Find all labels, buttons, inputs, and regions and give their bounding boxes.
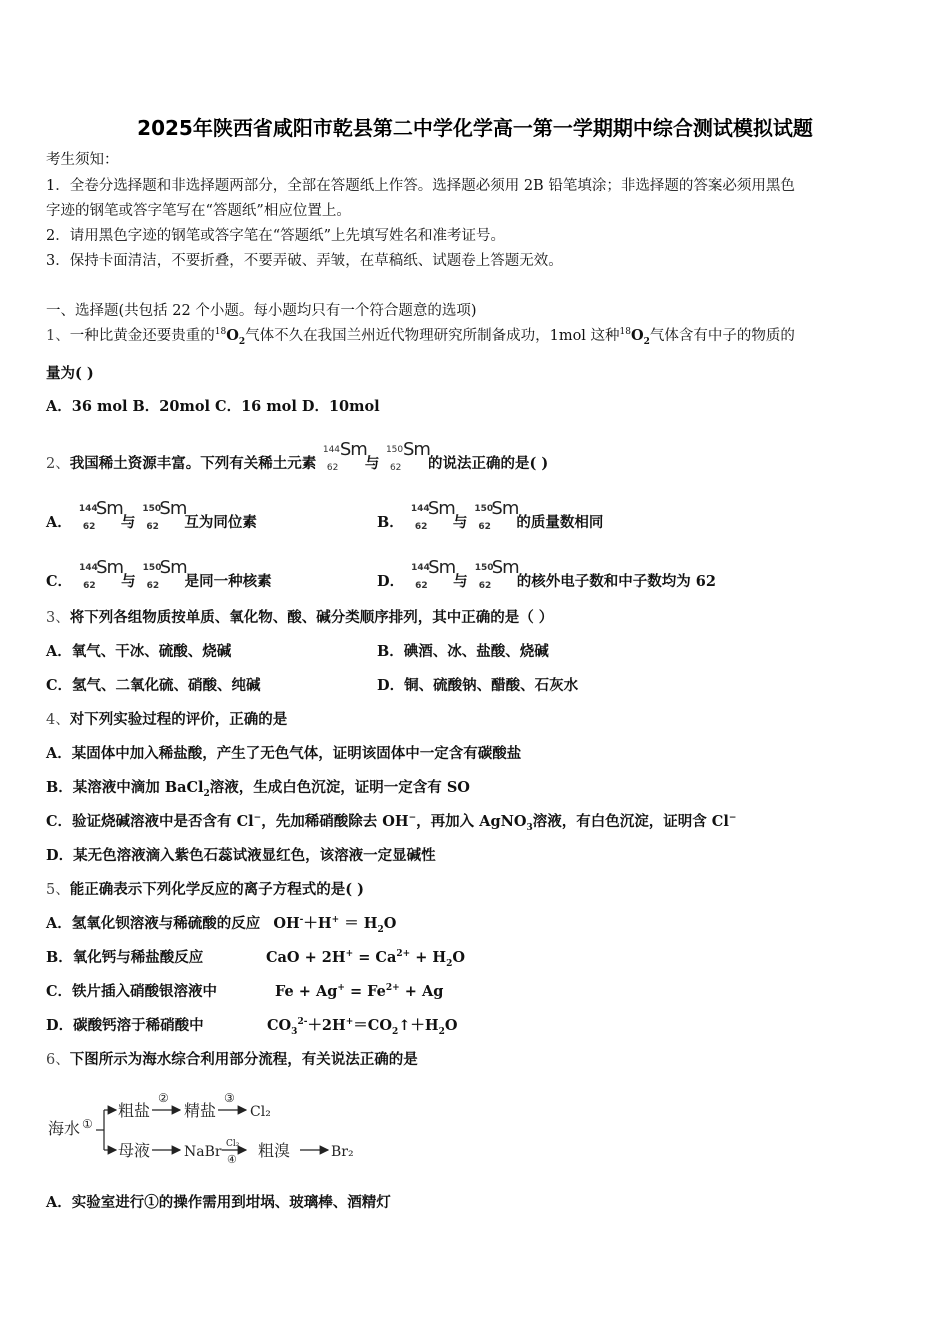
question-3-option-c[interactable]: C．氢气、二氧化硫、硝酸、纯碱 [46,677,261,694]
question-5-option-d[interactable]: D．碳酸钙溶于稀硝酸中 $CO_3^{2-}+2H^+=CO_2↑+H_2O$ [46,1017,458,1037]
isotope-sm-144: 144 62 Sm [411,557,456,591]
question-number: 2、 [46,456,70,472]
question-4-option-d[interactable]: D．某无色溶液滴入紫色石蕊试液显红色，该溶液一定显碱性 [46,847,436,864]
question-3-option-b[interactable]: B．碘酒、冰、盐酸、烧碱 [377,643,549,660]
svg-text:Br₂: Br₂ [331,1144,354,1160]
ionic-equation: $Fe + Ag^+ = Fe^{2+} + Ag$ [275,983,444,1000]
isotope-sm-150: 150 62 Sm [142,557,187,591]
svg-text:Cl₂: Cl₂ [250,1104,271,1120]
svg-text:精盐: 精盐 [184,1101,217,1120]
question-2-option-d[interactable]: D． 144 62 Sm 与 150 62 Sm 的核外电子数和中子数均为 62 [377,557,716,591]
seawater-flow-diagram [46,1088,366,1168]
stem-text: 气体不久在我国兰州近代物理研究所制备成功，1mol 这种 [245,328,620,344]
question-3-stem: 3、将下列各组物质按单质、氧化物、酸、碱分类顺序排列，其中正确的是（ ） [46,609,554,626]
notice-item-1: 1．全卷分选择题和非选择题两部分，全部在答题纸上作答。选择题必须用 2B 铅笔填涂；非选择题的答案必须用黑色 [46,178,795,194]
stem-text: 的说法正确的是( ) [427,455,549,472]
notice-item-1-cont: 字迹的钢笔或答字笔写在“答题纸”相应位置上。 [46,203,351,219]
isotope-sm-150: 150 62 Sm [474,498,519,532]
ionic-equation: $OH^-+H^+ = H_2O$ [273,915,397,935]
formula-subscript: 2 [643,336,650,347]
page-title: 2025年陕西省咸阳市乾县第二中学化学高一第一学期期中综合测试模拟试题 [137,116,813,140]
question-1-stem-cont: 量为( ) [46,365,94,382]
question-4-stem: 4、对下列实验过程的评价，正确的是 [46,711,288,728]
isotope-sm-144: 144 62 Sm [322,439,367,473]
question-4-option-c[interactable]: C．验证烧碱溶液中是否含有 Cl−，先加稀硝酸除去 OH−，再加入 AgNO$_3$溶液，有白色沉淀，证明含 Cl− [46,813,737,833]
svg-text:Cl₂: Cl₂ [226,1139,240,1149]
question-5-option-a[interactable]: A．氢氧化钡溶液与稀硫酸的反应 $OH^-+H^+ = H_2O$ [46,915,397,935]
question-2-stem [46,439,549,474]
question-4-option-b[interactable]: B．某溶液中滴加 BaCl$_2$溶液，生成白色沉淀，证明一定含有 SO [46,779,470,799]
isotope-sm-144: 144 62 Sm [410,498,455,532]
isotope-sm-144: 144 62 Sm [78,498,123,532]
isotope-sm-144: 144 62 Sm [79,557,124,591]
question-number: 1、 [46,328,70,344]
svg-text:海水: 海水 [48,1119,81,1138]
isotope-sm-150: 150 62 Sm [142,498,187,532]
stem-text: 气体含有中子的物质的 [649,328,795,344]
formula: O [631,327,644,344]
formula-subscript: 2 [238,336,246,347]
formula: O [226,327,239,344]
question-1-stem [46,326,795,346]
question-4-option-a[interactable]: A．某固体中加入稀盐酸，产生了无色气体，证明该固体中一定含有碳酸盐 [46,745,522,762]
question-2-option-b[interactable]: B． 144 62 Sm 与 150 62 Sm 的质量数相同 [377,498,604,532]
mass-number: 18 [214,327,227,338]
question-5-option-b[interactable]: B．氧化钙与稀盐酸反应 CaO + $2H^+ = Ca^{2+} + H_2O$ [46,949,466,969]
question-2-option-a[interactable]: A． 144 62 Sm 与 150 62 Sm 互为同位素 [46,498,257,532]
question-1-options[interactable]: A．36 mol B．20mol C．16 mol D．10mol [46,398,380,415]
svg-text:①: ① [82,1117,93,1131]
question-5-option-c[interactable]: C．铁片插入硝酸银溶液中 $Fe + Ag^+ = Fe^{2+} + Ag$ [46,983,444,1000]
stem-text: 一种比黄金还要贵重的 [69,328,215,344]
svg-text:粗盐: 粗盐 [118,1101,151,1120]
question-2-option-c[interactable]: C． 144 62 Sm 与 150 62 Sm 是同一种核素 [46,557,272,591]
question-3-option-d[interactable]: D．铜、硫酸钠、醋酸、石灰水 [377,677,579,694]
notice-item-3: 3．保持卡面清洁，不要折叠，不要弄破、弄皱，在草稿纸、试题卷上答题无效。 [46,253,563,269]
question-6-option-a[interactable]: A．实验室进行①的操作需用到坩埚、玻璃棒、酒精灯 [46,1194,391,1211]
question-5-stem: 5、能正确表示下列化学反应的离子方程式的是( ) [46,881,365,898]
svg-text:④: ④ [227,1153,237,1166]
ionic-equation: $CO_3^{2-}+2H^+=CO_2↑+H_2O$ [267,1017,458,1037]
notice-heading: 考生须知： [46,152,119,168]
section-heading: 一、选择题(共包括 22 个小题。每小题均只有一个符合题意的选项) [46,303,477,319]
svg-text:母液: 母液 [118,1141,151,1160]
stem-text: 我国稀土资源丰富。下列有关稀土元素 [69,455,317,472]
mass-number: 18 [619,327,631,338]
ionic-equation: CaO + $2H^+ = Ca^{2+} + H_2O$ [266,949,466,969]
isotope-sm-150: 150 62 Sm [474,557,519,591]
svg-text:②: ② [158,1091,169,1105]
svg-text:③: ③ [224,1091,235,1105]
question-6-stem: 6、下图所示为海水综合利用部分流程，有关说法正确的是 [46,1051,418,1068]
svg-text:NaBr: NaBr [184,1144,222,1160]
notice-item-2: 2．请用黑色字迹的钢笔或答字笔在“答题纸”上先填写姓名和准考证号。 [46,228,506,244]
connector: 与 [364,455,380,472]
isotope-sm-150: 150 62 Sm [385,439,430,473]
question-3-option-a[interactable]: A．氧气、干冰、硫酸、烧碱 [46,643,232,660]
svg-text:粗溴: 粗溴 [258,1141,291,1160]
